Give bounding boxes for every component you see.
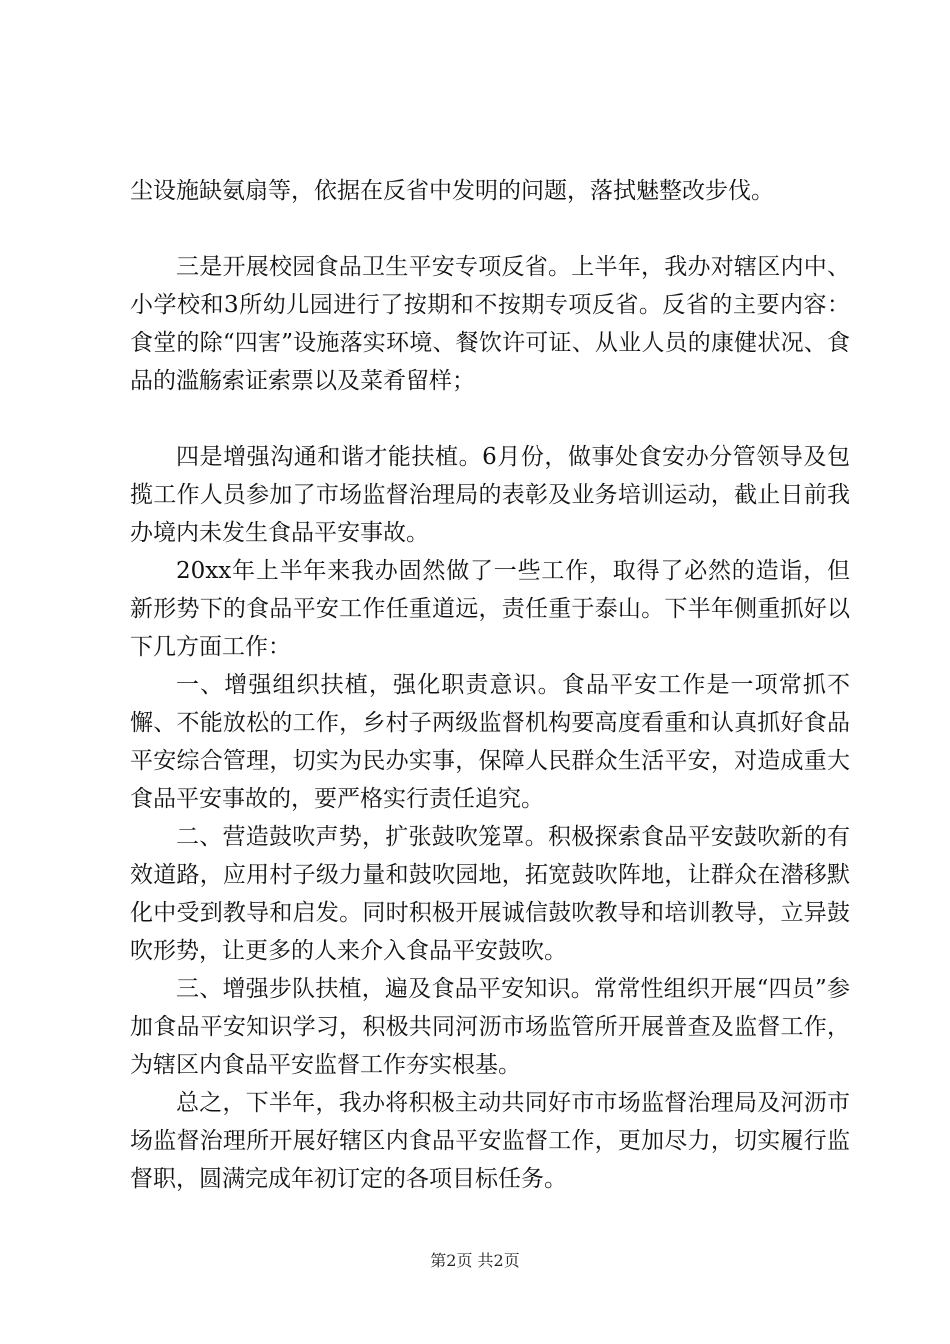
paragraph-organization: 一、增强组织扶植，强化职责意识。食品平安工作是一项常抓不懈、不能放松的工作，乡村子两级监督机构要高度看重和认真抓好食品平安综合管理，切实为民办实事，保障人民群众生活平安，对造成重大食品平安事故的，要严格实行责任追究。 — [130, 672, 850, 812]
paragraph-publicity: 二、营造鼓吹声势，扩张鼓吹笼罩。积极探索食品平安鼓吹新的有效道路，应用村子级力量和鼓吹园地，拓宽鼓吹阵地，让群众在潜移默化中受到教导和启发。同时积极开展诚信鼓吹教导和培训教导，立异鼓吹形势，让更多的人来介入食品平安鼓吹。 — [130, 824, 850, 964]
paragraph-gap — [130, 400, 850, 438]
paragraph-half-year-summary: 20xx年上半年来我办固然做了一些工作，取得了必然的造诣，但新形势下的食品平安工作任重道远，责任重于泰山。下半年侧重抓好以下几方面工作： — [130, 558, 850, 660]
paragraph-conclusion: 总之，下半年，我办将积极主动共同好市市场监督治理局及河沥市场监督治理所开展好辖区内食品平安监督工作，更加尽力，切实履行监督职，圆满完成年初订定的各项目标任务。 — [130, 1090, 850, 1192]
paragraph-gap — [130, 210, 850, 248]
page-number-footer: 第2页 共2页 — [430, 1251, 520, 1270]
paragraph-continuation: 尘设施缺氨扇等，依据在反省中发明的问题，落拭魅整改步伐。 — [130, 178, 774, 204]
document-body — [130, 172, 850, 1198]
paragraph-communication-training: 四是增强沟通和谐才能扶植。6月份，做事处食安办分管领导及包揽工作人员参加了市场监督治理局的表彰及业务培训运动，截止日前我办境内未发生食品平安事故。 — [130, 444, 850, 546]
paragraph-team-building: 三、增强步队扶植，遍及食品平安知识。常常性组织开展“四员”参加食品平安知识学习，积极共同河沥市场监管所开展普查及监督工作，为辖区内食品平安监督工作夯实根基。 — [130, 976, 850, 1078]
paragraph-school-food-inspection: 三是开展校园食品卫生平安专项反省。上半年，我办对辖区内中、小学校和3所幼儿园进行了按期和不按期专项反省。反省的主要内容：食堂的除“四害”设施落实环境、餐饮许可证、从业人员的康健状况、食品的滥觞索证索票以及菜肴留样； — [130, 254, 850, 394]
